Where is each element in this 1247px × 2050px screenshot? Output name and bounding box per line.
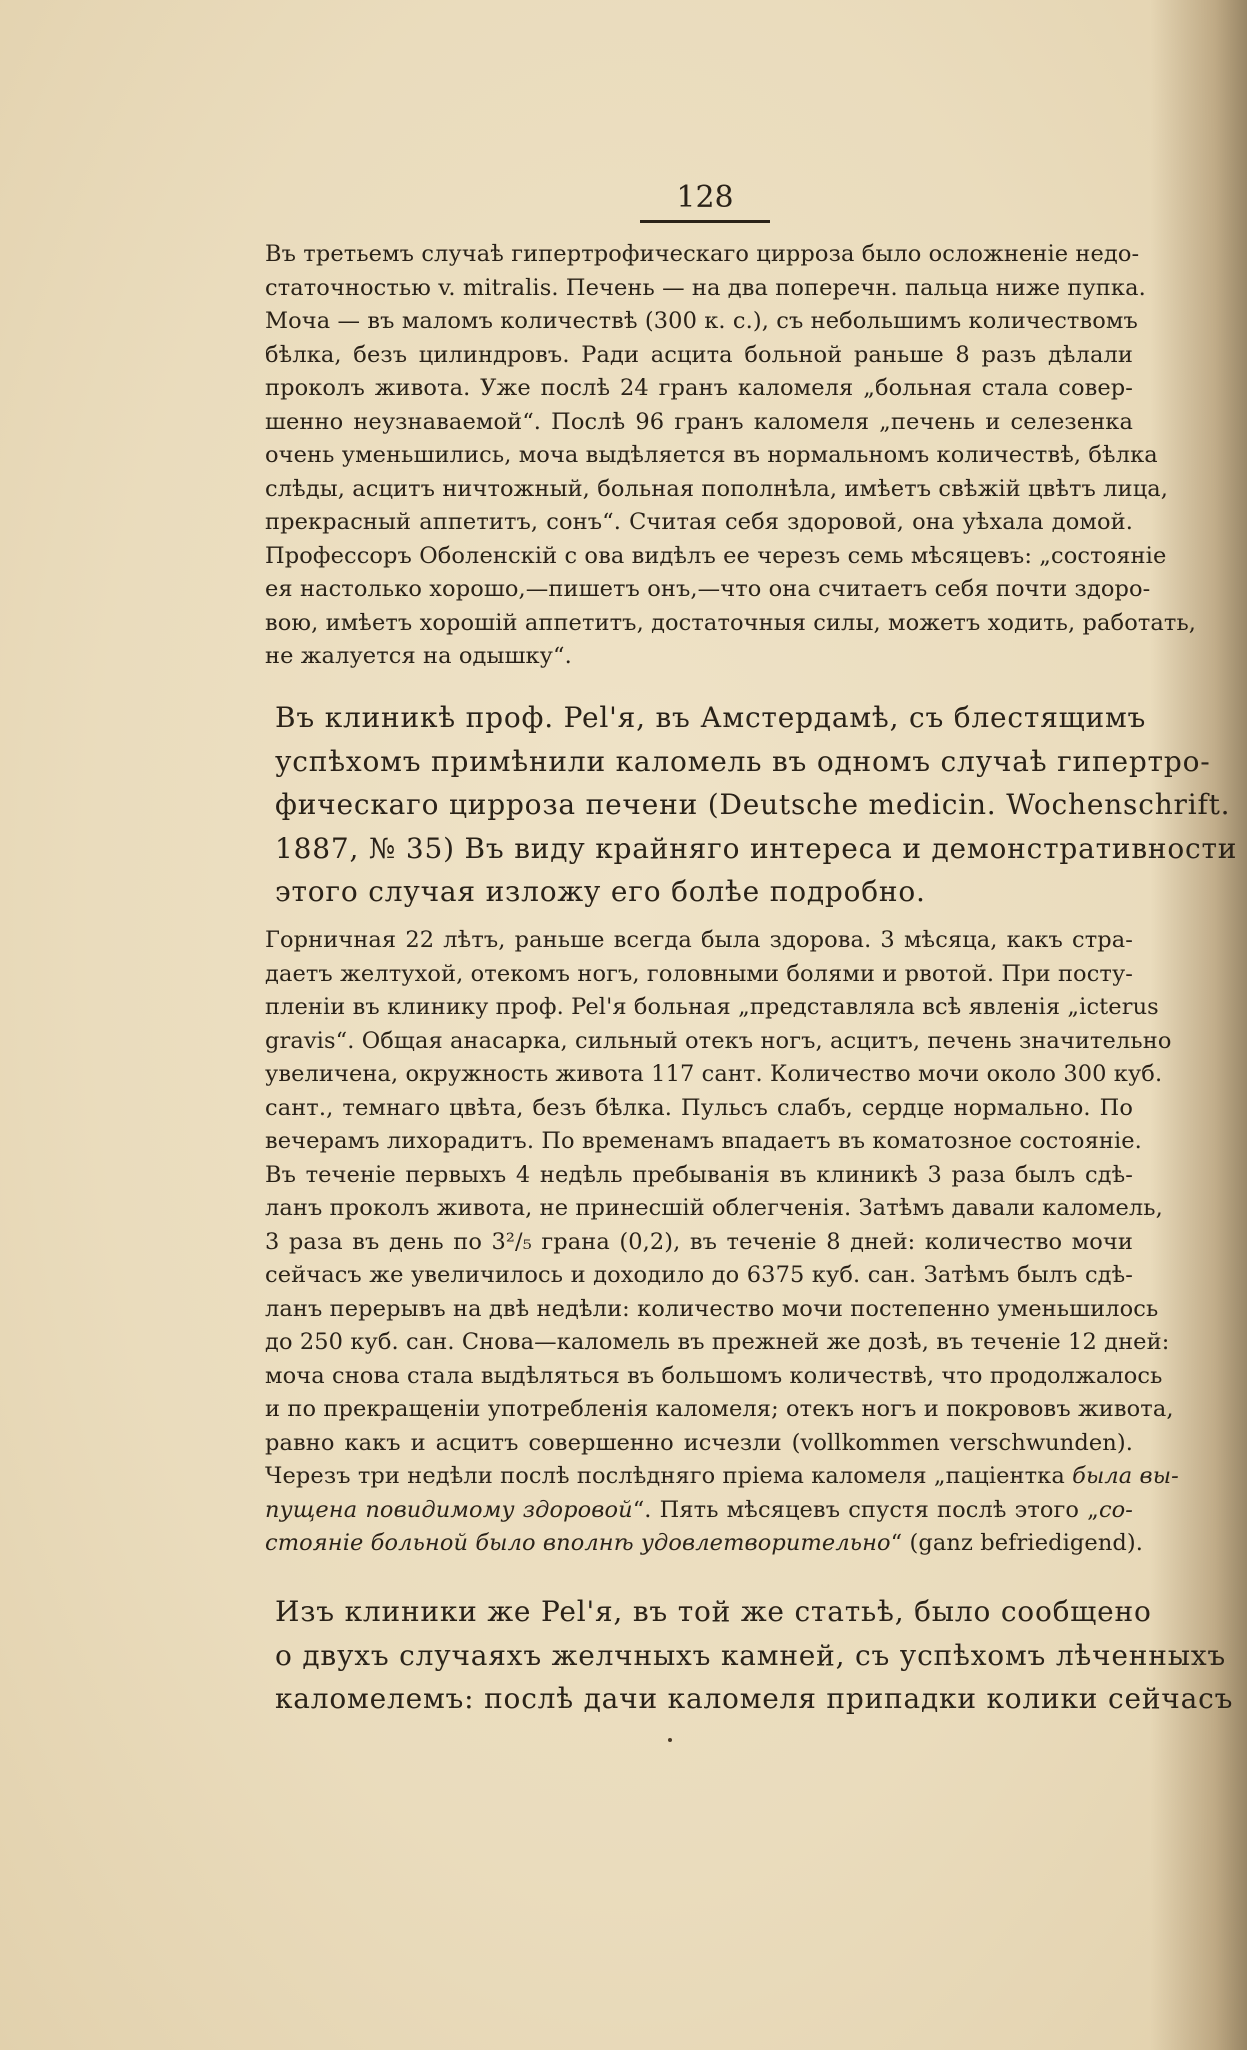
text-line: вою, имѣетъ хорошій аппетитъ, достаточныя силы, можетъ ходить, работать, [265,609,1197,636]
text-run: “. Пять мѣсяцевъ спустя послѣ этого „ [632,1496,1099,1523]
text-line: Горничная 22 лѣтъ, раньше всегда была здорова. 3 мѣсяца, какъ стра- [265,927,1133,953]
text-run: “ (ganz befriedigend). [890,1530,1144,1556]
text-line: сейчасъ же увеличилось и доходило до 6375 куб. сан. Затѣмъ былъ сдѣ- [265,1262,1133,1288]
text-line [245,1494,1133,1528]
ink-speck [668,1738,672,1742]
text-line: прекрасный аппетитъ, сонъ“. Считая себя здоровой, она уѣхала домой. [265,509,1133,535]
text-line [245,1460,1179,1494]
text-line: 3 раза въ день по 3²/₅ грана (0,2), въ теченіе 8 дней: количество мочи [265,1228,1133,1255]
paragraph-pel-clinic [245,696,1238,914]
text-line: даетъ желтухой, отекомъ ногъ, головными болями и рвотой. При посту- [265,960,1133,987]
text-line: Въ теченіе первыхъ 4 недѣль пребыванія въ клиникѣ 3 раза былъ сдѣ- [265,1161,1133,1188]
paragraph-gallstones [245,1590,1234,1721]
text-line: этого случая изложу его болѣе подробно. [275,875,926,908]
text-line: сант., темнаго цвѣта, безъ бѣлка. Пульсъ слабъ, сердце нормально. По [265,1094,1133,1121]
text-line: ея настолько хорошо,—пишетъ онъ,—что она считаетъ себя почти здоро- [265,576,1151,602]
italic-run: пущена повидимому здоровой [265,1496,633,1523]
text-line: проколъ живота. Уже послѣ 24 гранъ каломеля „больная стала совер- [265,375,1133,401]
text-run: Черезъ три недѣли послѣ послѣдняго пріема каломеля „паціентка [265,1463,1073,1489]
paragraph-case-three [245,238,1197,674]
text-line: вечерамъ лихорадитъ. По временамъ впадаетъ въ коматозное состояніе. [265,1128,1142,1154]
text-line: и по прекращеніи употребленія каломеля; отекъ ногъ и покрововъ живота, [265,1396,1174,1422]
text-line [245,1527,1144,1561]
text-line: слѣды, асцитъ ничтожный, больная пополнѣла, имѣетъ свѣжій цвѣтъ лица, [265,475,1169,502]
text-line: очень уменьшились, моча выдѣляется въ нормальномъ количествѣ, бѣлка [265,442,1158,468]
text-line: фическаго цирроза печени (Deutsche medicin. Wochenschrift. [275,788,1231,821]
text-line: до 250 куб. сан. Снова—каломель въ прежней же дозѣ, въ теченіе 12 дней: [265,1329,1170,1355]
text-line: равно какъ и асцитъ совершенно исчезли (vollkommen verschwunden). [265,1429,1133,1456]
text-line: моча снова стала выдѣляться въ большомъ количествѣ, что продолжалось [265,1362,1163,1389]
text-line: о двухъ случаяхъ желчныхъ камней, съ успѣхомъ лѣченныхъ [275,1638,1227,1672]
text-line: ланъ проколъ живота, не принесшій облегченія. Затѣмъ давали каломель, [265,1195,1163,1221]
text-line: увеличена, окружность живота 117 сант. Количество мочи около 300 куб. [265,1061,1163,1087]
text-line: бѣлка, безъ цилиндровъ. Ради асцита больной раньше 8 разъ дѣлали [265,341,1133,368]
text-line: Въ третьемъ случаѣ гипертрофическаго цирроза было осложненіе недо- [265,241,1140,267]
italic-run: со- [1098,1496,1133,1523]
text-line: ланъ перерывъ на двѣ недѣли: количество мочи постепенно уменьшилось [265,1295,1159,1322]
text-line: успѣхомъ примѣнили каломель въ одномъ случаѣ гипертро- [275,744,1211,778]
text-line: gravis“. Общая анасарка, сильный отекъ ногъ, асцитъ, печень значительно [265,1027,1172,1054]
text-line: Въ клиникѣ проф. Pel'я, въ Амстердамѣ, съ блестящимъ [275,701,1147,734]
text-line: каломелемъ: послѣ дачи каломеля припадки колики сейчасъ [275,1682,1234,1715]
italic-run: была вы- [1072,1463,1179,1489]
text-line: пленіи въ клинику проф. Pel'я больная „представляла всѣ явленія „icterus [265,994,1159,1020]
text-line: не жалуется на одышку“. [265,643,572,669]
text-line: статочностью v. mitralis. Печень — на два поперечн. пальца ниже пупка. [265,274,1146,301]
page-number: 128 [640,180,770,223]
text-line: Моча — въ маломъ количествѣ (300 к. с.), съ небольшимъ количествомъ [265,308,1138,334]
text-line: Изъ клиники же Pel'я, въ той же статьѣ, было сообщено [275,1595,1152,1628]
italic-run: стояніе больной было вполнѣ удовлетворительно [265,1530,891,1556]
text-line: 1887, № 35) Въ виду крайняго интереса и демонстративности [275,831,1238,865]
text-line: Профессоръ Оболенскій с ова видѣлъ ее черезъ семь мѣсяцевъ: „состояніе [265,542,1167,569]
text-line: шенно неузнаваемой“. Послѣ 96 гранъ каломеля „печень и селезенка [265,408,1133,435]
paragraph-case-housemaid [245,924,1179,1561]
